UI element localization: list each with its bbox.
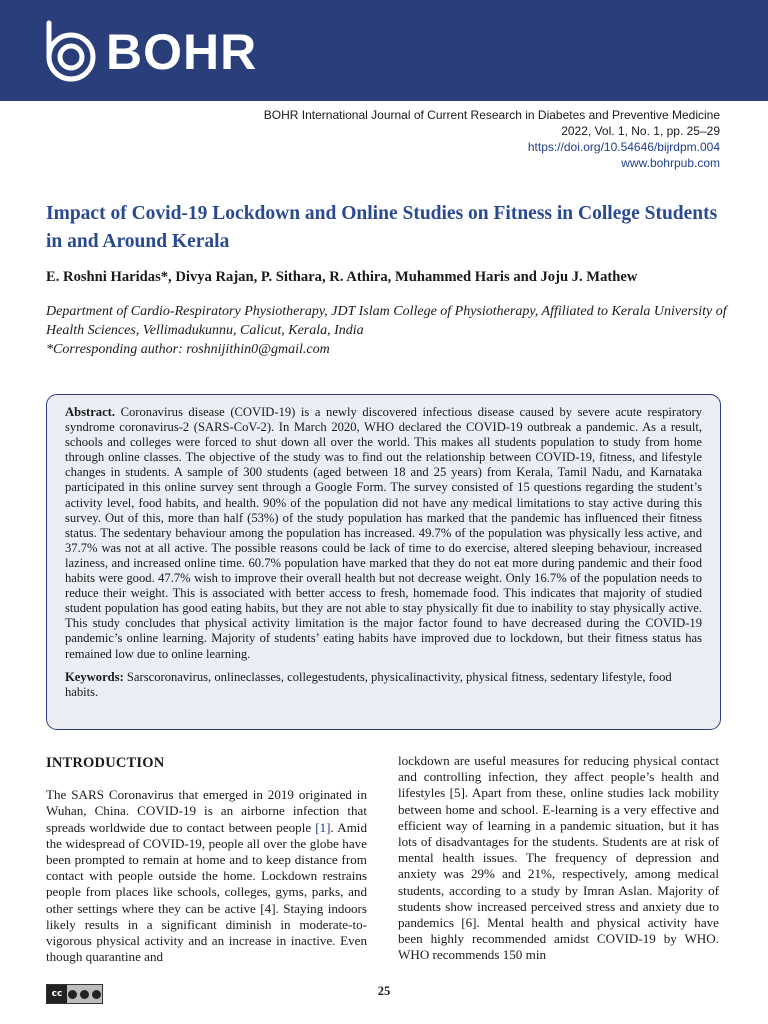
- doi-link[interactable]: https://doi.org/10.54646/bijrdpm.004: [527, 140, 720, 154]
- journal-citation: 2022, Vol. 1, No. 1, pp. 25–29: [561, 124, 720, 138]
- abstract-label: Abstract.: [65, 405, 116, 419]
- intro-paragraph-right: lockdown are useful measures for reducing physical contact and controlling infection, they affect people’s health and lifestyles [5]. Apart from these, online studies lack mobility between home and school. E-learning is a very effective and efficient way of learning in a pandemic situation, but it has lots of disadvantages for the students. Students are at risk of mental health issues. The frequency of depression and anxiety was 29% and 21%, respectively, among medical students, according to a study by Imran Aslan. Majority of students show increased perceived stress and anxiety due to pandemics [6]. Mental health and physical activity have been highly recommended amidst COVID-19 by WHO. WHO recommends 150 min: [398, 753, 719, 963]
- affiliation: Department of Cardio-Respiratory Physiotherapy, JDT Islam College of Physiotherapy, Affiliated to Kerala University of Health Sciences, Vellimadukunnu, Calicut, Kerala, India: [46, 304, 727, 338]
- corresponding-author: *Corresponding author: roshnijithin0@gmail.com: [46, 342, 330, 357]
- abstract-text: Coronavirus disease (COVID-19) is a newly discovered infectious disease caused by severe acute respiratory syndrome coronavirus-2 (SARS-CoV-2). In March 2020, WHO declared the COVID-19 outbreak a pandemic. As a result, schools and colleges were forced to shut down all over the world. This makes all students population to study from home through online classes. The objective of the study was to find out the relationship between COVID-19, fitness, and lifestyle changes in students. A sample of 300 students (aged between 18 and 25 years) from Kerala, Tamil Nadu, and Karnataka participated in this online survey sent through a Google Form. The survey consisted of 15 questions regarding the student’s activity level, food habits, and health. 90% of the population did not have any medical limitations to stay active during this survey. Out of this, more than half (53%) of the study population has marked that the pandemic has influenced their fitness status. The sedentary behaviour among the population has increased. 49.7% of the population was physically less active, and 37.7% was not at all active. The possible reasons could be lack of time to do exercise, altered sleeping behaviour, increased laziness, and increased online time. 60.7% population have marked that they do not eat more during pandemic and their food habits were good. 47.7% wish to improve their overall health but not decrease weight. Only 16.7% of the population needs to reduce their weight. This is associated with better access to fresh, homemade food. This indicates that majority of studied student population has good eating habits, but they are not able to stay physically fit due to inability to stay physically active. This study concludes that physical activity limitation is the major factor found to have decreased during the COVID-19 pandemic’s online learning. Majority of students’ eating habits have improved due to lockdown, but their fitness status has remained low due to online learning.: [65, 405, 702, 661]
- bohr-logo[interactable]: [44, 17, 257, 87]
- keywords: [65, 670, 702, 700]
- citation-link[interactable]: [1]: [315, 819, 331, 835]
- keywords-label: Keywords:: [65, 669, 124, 684]
- abstract: [65, 405, 702, 662]
- affiliation-block: [46, 302, 736, 359]
- column-right: [398, 753, 719, 964]
- author-list: E. Roshni Haridas*, Divya Rajan, P. Sithara, R. Athira, Muhammed Haris and Joju J. Mathew: [46, 269, 638, 285]
- intro-paragraph-left: [46, 787, 367, 965]
- header-banner: [0, 0, 768, 101]
- website-link[interactable]: www.bohrpub.com: [621, 156, 720, 170]
- intro-left-text-1: The SARS Coronavirus that emerged in 2019 originated in Wuhan, China. COVID-19 is an airborne infection that spreads worldwide due to contact between people: [46, 787, 367, 835]
- brand-name: BOHR: [106, 24, 258, 80]
- journal-name: BOHR International Journal of Current Research in Diabetes and Preventive Medicine: [263, 108, 720, 122]
- cc-icon: cc: [47, 985, 67, 1003]
- journal-info: [264, 107, 720, 171]
- keywords-text: Sarscoronavirus, onlineclasses, collegestudents, physicalinactivity, physical fitness, sedentary lifestyle, food habits.: [65, 669, 672, 699]
- column-left: [46, 753, 367, 965]
- page-number: 25: [377, 984, 391, 998]
- abstract-box: [46, 394, 721, 730]
- bohr-logo-icon: [44, 19, 98, 85]
- intro-left-text-2: . Amid the widespread of COVID-19, people all over the globe have been prompted to remain at home and to keep distance from contact with people outside the home. Lockdown restrains people from places like schools, colleges, gyms, parks, and other settings where they can be active [4]. Staying indoors likely results in a significant diminish in moderate-to-vigorous physical activity and an increase in inactive. Even though quarantine and: [46, 819, 367, 965]
- section-heading-introduction: INTRODUCTION: [46, 755, 165, 771]
- article-title: Impact of Covid-19 Lockdown and Online Studies on Fitness in College Students in and Around Kerala: [46, 203, 718, 252]
